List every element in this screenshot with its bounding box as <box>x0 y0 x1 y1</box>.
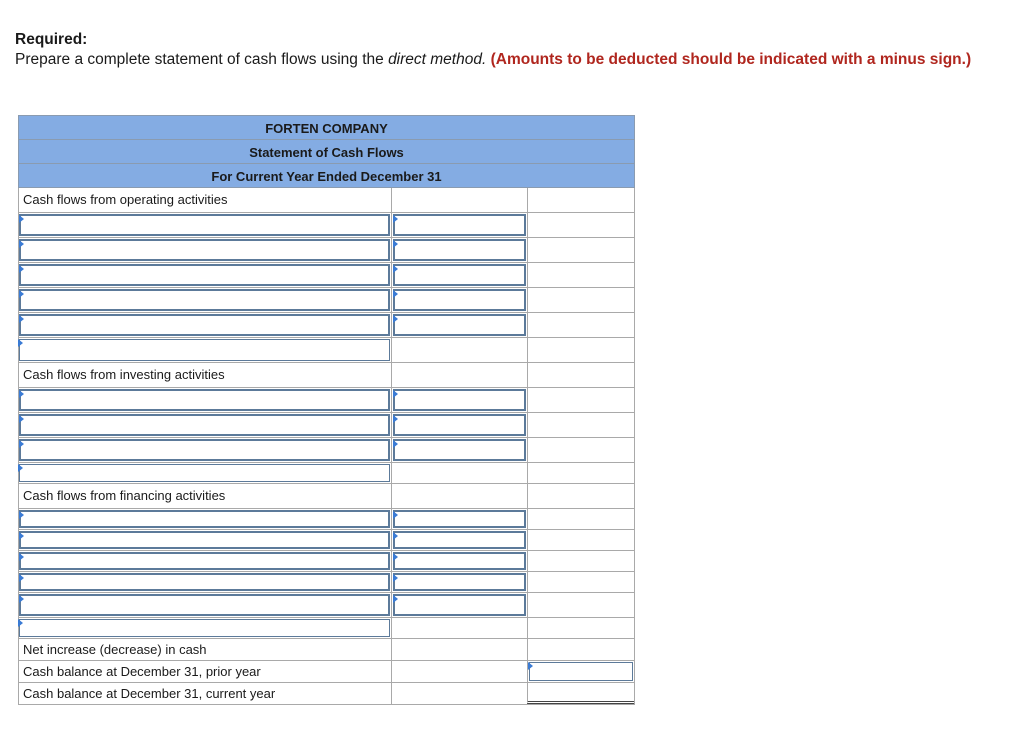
operating-item-4-amount-input[interactable] <box>393 289 526 311</box>
statement-period: For Current Year Ended December 31 <box>18 163 635 188</box>
financing-item-2-amount-input[interactable] <box>393 531 526 549</box>
investing-header-row <box>18 363 635 388</box>
financing-row <box>18 572 635 593</box>
operating-item-2-description-input[interactable] <box>19 239 390 261</box>
financing-item-4-amount-input[interactable] <box>393 573 526 591</box>
investing-item-2-description-input[interactable] <box>19 414 390 436</box>
operating-row <box>18 288 635 313</box>
financing-row <box>18 509 635 530</box>
operating-row <box>18 238 635 263</box>
financing-item-5-amount-input[interactable] <box>393 594 526 616</box>
operating-row <box>18 313 635 338</box>
investing-total-row <box>18 463 635 484</box>
investing-row <box>18 438 635 463</box>
prior-balance-amount-input[interactable] <box>529 662 633 681</box>
investing-row <box>18 388 635 413</box>
cash-flow-statement <box>18 115 635 705</box>
financing-item-1-amount-input[interactable] <box>393 510 526 528</box>
operating-item-5-amount-input[interactable] <box>393 314 526 336</box>
investing-row <box>18 413 635 438</box>
net-change-row <box>18 639 635 661</box>
required-text <box>15 50 1010 70</box>
financing-row <box>18 530 635 551</box>
instructions <box>15 30 1010 70</box>
instruction-note: (Amounts to be deducted should be indicated with a minus sign.) <box>490 51 972 68</box>
investing-item-3-description-input[interactable] <box>19 439 390 461</box>
financing-item-2-description-input[interactable] <box>19 531 390 549</box>
financing-total-description-input[interactable] <box>19 619 390 637</box>
investing-activities-label: Cash flows from investing activities <box>23 367 225 382</box>
company-name: FORTEN COMPANY <box>18 115 635 139</box>
financing-item-4-description-input[interactable] <box>19 573 390 591</box>
operating-total-row <box>18 338 635 363</box>
financing-item-3-amount-input[interactable] <box>393 552 526 570</box>
operating-item-3-amount-input[interactable] <box>393 264 526 286</box>
operating-item-3-description-input[interactable] <box>19 264 390 286</box>
net-change-label: Net increase (decrease) in cash <box>23 642 207 657</box>
operating-item-5-description-input[interactable] <box>19 314 390 336</box>
financing-item-3-description-input[interactable] <box>19 552 390 570</box>
prior-balance-row <box>18 661 635 683</box>
current-balance-label: Cash balance at December 31, current year <box>23 686 276 701</box>
current-balance-row <box>18 683 635 705</box>
operating-item-4-description-input[interactable] <box>19 289 390 311</box>
operating-total-description-input[interactable] <box>19 339 390 361</box>
financing-item-1-description-input[interactable] <box>19 510 390 528</box>
financing-row <box>18 551 635 572</box>
investing-item-2-amount-input[interactable] <box>393 414 526 436</box>
operating-activities-label: Cash flows from operating activities <box>23 192 228 207</box>
operating-item-1-description-input[interactable] <box>19 214 390 236</box>
operating-header-row <box>18 188 635 213</box>
instruction-text: Prepare a complete statement of cash flows using the <box>15 51 389 68</box>
investing-item-3-amount-input[interactable] <box>393 439 526 461</box>
investing-item-1-description-input[interactable] <box>19 389 390 411</box>
investing-item-1-amount-input[interactable] <box>393 389 526 411</box>
operating-row <box>18 213 635 238</box>
instruction-method: direct method. <box>388 51 487 68</box>
operating-row <box>18 263 635 288</box>
financing-total-row <box>18 618 635 639</box>
financing-item-5-description-input[interactable] <box>19 594 390 616</box>
required-heading: Required: <box>15 31 88 48</box>
financing-row <box>18 593 635 618</box>
operating-item-1-amount-input[interactable] <box>393 214 526 236</box>
financing-activities-label: Cash flows from financing activities <box>23 488 226 503</box>
financing-header-row <box>18 484 635 509</box>
current-balance-amount <box>527 683 634 704</box>
investing-total-description-input[interactable] <box>19 464 390 482</box>
statement-title: Statement of Cash Flows <box>18 139 635 163</box>
operating-item-2-amount-input[interactable] <box>393 239 526 261</box>
prior-balance-label: Cash balance at December 31, prior year <box>23 664 261 679</box>
